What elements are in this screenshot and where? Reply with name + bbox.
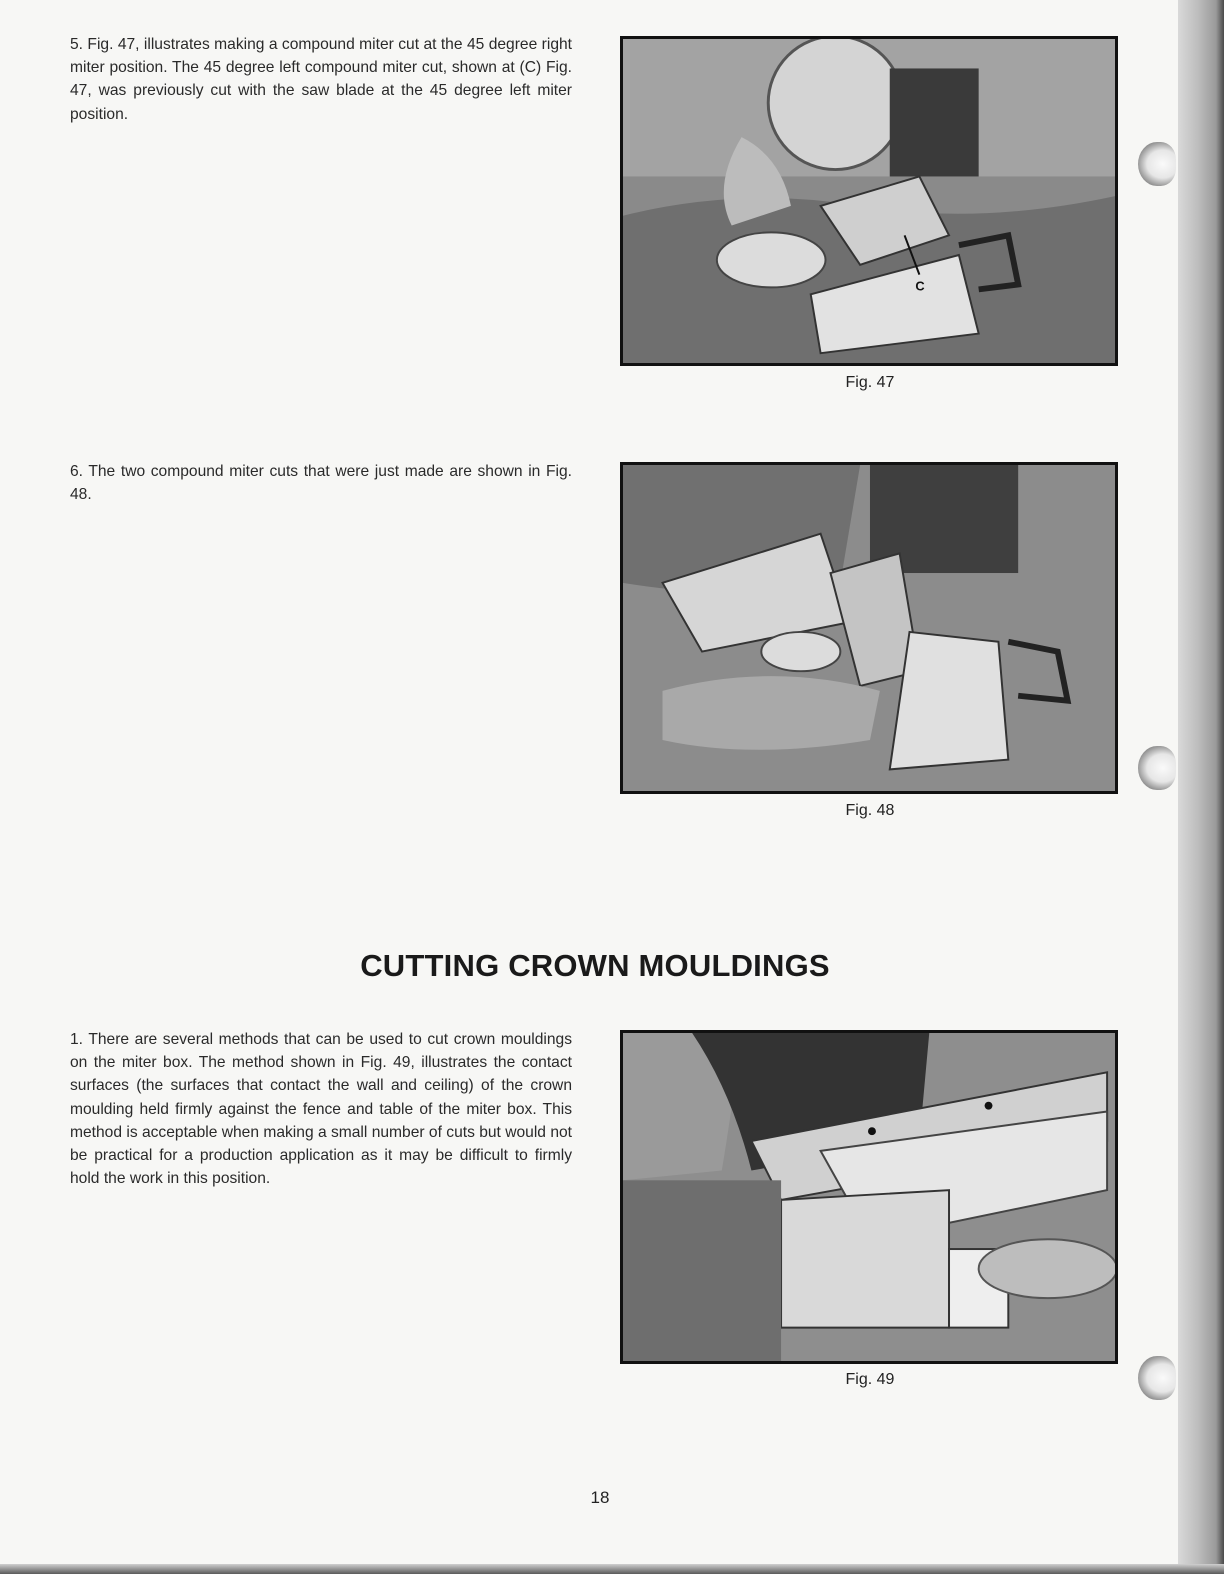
binder-hole-middle: [1138, 746, 1176, 790]
binder-hole-top: [1138, 142, 1176, 186]
page-number: 18: [590, 1488, 610, 1507]
figure-49-caption: Fig. 49: [845, 1371, 895, 1388]
section-heading: CUTTING CROWN MOULDINGS: [360, 948, 830, 983]
figure-48-photo: [620, 462, 1118, 794]
binder-hole-bottom: [1138, 1356, 1176, 1400]
figure-47-photo: [620, 36, 1118, 366]
page-binding-edge: [1178, 0, 1224, 1574]
figure-47-image: [623, 39, 1115, 363]
page-bottom-edge: [0, 1564, 1224, 1574]
step-5-text: 5. Fig. 47, illustrates making a compound miter cut at the 45 degree right miter position. The 45 degree left compound miter cut, shown at (C) Fig. 47, was previously cut with the saw blade at the 45 degree left miter position.: [70, 36, 572, 123]
step-1-text: 1. There are several methods that can be used to cut crown mouldings on the miter box. The method shown in Fig. 49, illustrates the contact surfaces (the surfaces that contact the wall and ceiling) of the crown moulding held firmly against the fence and table of the miter box. This method is acceptable when making a small number of cuts but would not be practical for a production application as it may be difficult to firmly hold the work in this position.: [70, 1031, 572, 1188]
figure-48-image: [623, 465, 1115, 791]
figure-47-callout-c: C: [915, 278, 925, 294]
figure-48-caption: Fig. 48: [845, 802, 895, 819]
step-6-text: 6. The two compound miter cuts that were just made are shown in Fig. 48.: [70, 463, 572, 504]
figure-49-image: [623, 1033, 1115, 1361]
figure-47-caption: Fig. 47: [845, 374, 895, 391]
figure-49-photo: [620, 1030, 1118, 1364]
